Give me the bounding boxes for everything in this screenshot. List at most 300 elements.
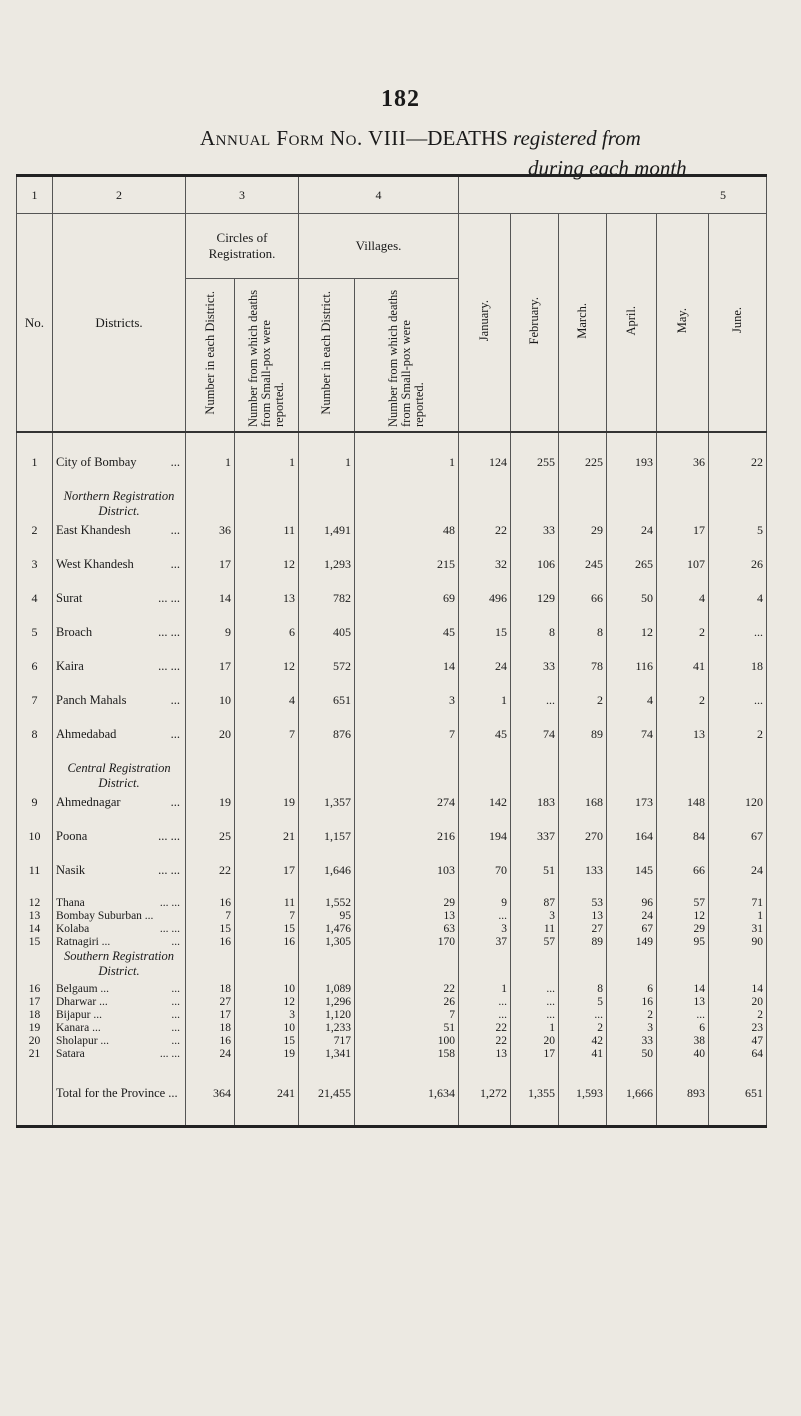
villages-smallpox-cell: 45: [355, 625, 459, 659]
circles-smallpox-cell: 16: [235, 936, 299, 949]
empty-cell: [559, 761, 607, 795]
deaths-march-cell: 53: [559, 897, 607, 910]
deaths-march-cell: ...: [559, 1009, 607, 1022]
circles-smallpox-cell: 17: [235, 863, 299, 897]
month-header-february: February.: [511, 214, 559, 433]
villages-number-cell: 21,455: [299, 1061, 355, 1127]
deaths-february-cell: 33: [511, 523, 559, 557]
circles-number-cell: 36: [186, 523, 235, 557]
leader-dots: ...: [170, 795, 180, 809]
deaths-may-cell: 29: [657, 923, 709, 936]
deaths-may-cell: 2: [657, 625, 709, 659]
district-name: East Khandesh: [56, 523, 131, 537]
deaths-april-cell: 12: [607, 625, 657, 659]
deaths-march-cell: 89: [559, 727, 607, 761]
row-number: 3: [17, 557, 53, 591]
row-number: 11: [17, 863, 53, 897]
deaths-june-cell: 22: [709, 432, 767, 489]
district-name-cell: [53, 557, 186, 591]
section-row: [17, 761, 767, 795]
district-name-wrap: [56, 983, 182, 996]
villages-smallpox-cell: 170: [355, 936, 459, 949]
deaths-april-cell: 193: [607, 432, 657, 489]
deaths-february-cell: 8: [511, 625, 559, 659]
deaths-june-cell: 47: [709, 1035, 767, 1048]
district-name-cell: [53, 983, 186, 996]
district-name-cell: [53, 1061, 186, 1127]
district-name-wrap: [56, 1085, 182, 1101]
empty-cell: [709, 761, 767, 795]
deaths-january-cell: 22: [459, 523, 511, 557]
row-number: 15: [17, 936, 53, 949]
deaths-january-cell: 142: [459, 795, 511, 829]
deaths-february-cell: 255: [511, 432, 559, 489]
district-name-cell: [53, 659, 186, 693]
deaths-january-cell: 22: [459, 1035, 511, 1048]
villages-number-cell: 1: [299, 432, 355, 489]
villages-number-cell: 1,476: [299, 923, 355, 936]
deaths-april-cell: 1,666: [607, 1061, 657, 1127]
deaths-june-cell: 31: [709, 923, 767, 936]
page-number: 182: [381, 86, 420, 112]
row-number: 16: [17, 983, 53, 996]
deaths-may-cell: 84: [657, 829, 709, 863]
circles-smallpox-cell: 10: [235, 1022, 299, 1035]
villages-number-cell: 651: [299, 693, 355, 727]
deaths-february-cell: ...: [511, 983, 559, 996]
empty-cell: [186, 949, 235, 983]
district-name: Nasik: [56, 863, 86, 877]
deaths-april-cell: 33: [607, 1035, 657, 1048]
deaths-june-cell: 67: [709, 829, 767, 863]
deaths-june-cell: 20: [709, 996, 767, 1009]
table-row: [17, 591, 767, 625]
deaths-march-cell: 13: [559, 910, 607, 923]
villages-header: Villages.: [299, 214, 459, 279]
circles-number-cell: 9: [186, 625, 235, 659]
row-number: 17: [17, 996, 53, 1009]
district-name-wrap: [56, 1048, 182, 1061]
section-no-cell: [17, 949, 53, 983]
deaths-april-cell: 173: [607, 795, 657, 829]
district-name: Panch Mahals: [56, 693, 127, 707]
empty-cell: [511, 949, 559, 983]
deaths-june-cell: 23: [709, 1022, 767, 1035]
leader-dots: ...: [170, 523, 180, 537]
empty-cell: [511, 489, 559, 523]
villages-smallpox-cell: 215: [355, 557, 459, 591]
deaths-march-cell: 2: [559, 1022, 607, 1035]
district-name: Surat: [56, 591, 83, 605]
row-number: 8: [17, 727, 53, 761]
form-title: [200, 126, 641, 151]
circles-number-cell: 17: [186, 1009, 235, 1022]
deaths-january-cell: 13: [459, 1048, 511, 1061]
circles-number-cell: 7: [186, 910, 235, 923]
deaths-march-cell: 225: [559, 432, 607, 489]
row-number: 20: [17, 1035, 53, 1048]
deaths-june-cell: ...: [709, 693, 767, 727]
district-name: Broach: [56, 625, 93, 639]
deaths-june-cell: 64: [709, 1048, 767, 1061]
leader-dots: ...: [170, 693, 180, 707]
district-name: Kaira: [56, 659, 84, 673]
deaths-february-cell: 1,355: [511, 1061, 559, 1127]
empty-cell: [657, 949, 709, 983]
row-number: 4: [17, 591, 53, 625]
empty-cell: [235, 761, 299, 795]
deaths-may-cell: 13: [657, 996, 709, 1009]
column-number: 1: [17, 176, 53, 214]
district-name-cell: [53, 897, 186, 910]
district-name-cell: [53, 1048, 186, 1061]
district-name-cell: [53, 693, 186, 727]
deaths-april-cell: 50: [607, 1048, 657, 1061]
deaths-march-cell: 8: [559, 625, 607, 659]
deaths-march-cell: 168: [559, 795, 607, 829]
district-name-cell: [53, 1035, 186, 1048]
villages-smallpox-cell: 100: [355, 1035, 459, 1048]
deaths-february-cell: 129: [511, 591, 559, 625]
circles-number-cell: 18: [186, 983, 235, 996]
district-name: Thana: [56, 897, 85, 909]
circles-smallpox-cell: 19: [235, 1048, 299, 1061]
empty-cell: [299, 949, 355, 983]
district-name-cell: [53, 923, 186, 936]
villages-smallpox-cell: 51: [355, 1022, 459, 1035]
section-label: Southern Registration District.: [53, 949, 186, 983]
deaths-march-cell: 66: [559, 591, 607, 625]
district-name-cell: [53, 910, 186, 923]
district-name-wrap: [56, 591, 182, 606]
deaths-april-cell: 74: [607, 727, 657, 761]
district-name-wrap: [56, 455, 182, 470]
deaths-february-cell: 51: [511, 863, 559, 897]
empty-cell: [459, 489, 511, 523]
row-number: [17, 1061, 53, 1127]
empty-cell: [355, 761, 459, 795]
empty-cell: [355, 489, 459, 523]
deaths-march-cell: 2: [559, 693, 607, 727]
deaths-april-cell: 265: [607, 557, 657, 591]
section-label: Central Registration District.: [53, 761, 186, 795]
deaths-january-cell: 32: [459, 557, 511, 591]
deaths-june-cell: 26: [709, 557, 767, 591]
villages-number-cell: 1,646: [299, 863, 355, 897]
district-name-wrap: [56, 727, 182, 742]
empty-cell: [186, 761, 235, 795]
table-row: [17, 659, 767, 693]
deaths-january-cell: 194: [459, 829, 511, 863]
deaths-february-cell: 87: [511, 897, 559, 910]
deaths-june-cell: 2: [709, 1009, 767, 1022]
deaths-may-cell: 40: [657, 1048, 709, 1061]
table-row: [17, 1035, 767, 1048]
circles-number-cell: 27: [186, 996, 235, 1009]
circles-smallpox-cell: 11: [235, 897, 299, 910]
deaths-june-cell: 14: [709, 983, 767, 996]
empty-cell: [709, 489, 767, 523]
deaths-february-cell: 33: [511, 659, 559, 693]
district-name-cell: [53, 625, 186, 659]
row-number: 19: [17, 1022, 53, 1035]
deaths-may-cell: 17: [657, 523, 709, 557]
district-name: Poona: [56, 829, 88, 843]
villages-number-cell: 1,552: [299, 897, 355, 910]
deaths-january-cell: 1: [459, 693, 511, 727]
row-number: 1: [17, 432, 53, 489]
deaths-may-cell: 4: [657, 591, 709, 625]
villages-smallpox-cell: 22: [355, 983, 459, 996]
villages-number-cell: 1,357: [299, 795, 355, 829]
table-row: [17, 693, 767, 727]
district-name-wrap: [56, 863, 182, 878]
empty-cell: [559, 949, 607, 983]
leader-dots: ...: [171, 996, 180, 1008]
deaths-april-cell: 67: [607, 923, 657, 936]
deaths-june-cell: 24: [709, 863, 767, 897]
table-row: [17, 996, 767, 1009]
deaths-may-cell: 148: [657, 795, 709, 829]
deaths-may-cell: 57: [657, 897, 709, 910]
circles-number-cell: 25: [186, 829, 235, 863]
district-name: Belgaum ...: [56, 983, 110, 995]
table-row: [17, 923, 767, 936]
circles-smallpox-cell: 241: [235, 1061, 299, 1127]
empty-cell: [299, 761, 355, 795]
row-number: 18: [17, 1009, 53, 1022]
district-name-wrap: [56, 829, 182, 844]
circles-number-cell: 16: [186, 936, 235, 949]
table-row: [17, 910, 767, 923]
villages-smallpox-cell: 103: [355, 863, 459, 897]
villages-smallpox-cell: 216: [355, 829, 459, 863]
deaths-may-cell: ...: [657, 1009, 709, 1022]
deaths-february-cell: 1: [511, 1022, 559, 1035]
circles-number-cell: 16: [186, 1035, 235, 1048]
deaths-march-cell: 8: [559, 983, 607, 996]
circles-number-cell: 20: [186, 727, 235, 761]
leader-dots: ... ...: [158, 625, 180, 639]
table-row: [17, 863, 767, 897]
total-row: [17, 1061, 767, 1127]
deaths-january-cell: 124: [459, 432, 511, 489]
deaths-april-cell: 116: [607, 659, 657, 693]
column-number-row: [17, 176, 767, 214]
row-number: 6: [17, 659, 53, 693]
district-name: Bijapur ...: [56, 1009, 102, 1021]
deaths-january-cell: ...: [459, 910, 511, 923]
deaths-april-cell: 50: [607, 591, 657, 625]
district-name-cell: [53, 1022, 186, 1035]
deaths-march-cell: 41: [559, 1048, 607, 1061]
row-number: 10: [17, 829, 53, 863]
leader-dots: ... ...: [158, 591, 180, 605]
deaths-june-cell: 5: [709, 523, 767, 557]
table-row: [17, 523, 767, 557]
deaths-may-cell: 893: [657, 1061, 709, 1127]
deaths-april-cell: 164: [607, 829, 657, 863]
district-name-wrap: [56, 693, 182, 708]
deaths-april-cell: 16: [607, 996, 657, 1009]
villages-number-header: Number in each District.: [299, 279, 355, 433]
deaths-january-cell: 24: [459, 659, 511, 693]
month-header-april: April.: [607, 214, 657, 433]
leader-dots: ...: [170, 557, 180, 571]
deaths-february-cell: 3: [511, 910, 559, 923]
deaths-april-cell: 24: [607, 523, 657, 557]
column-number: 3: [186, 176, 299, 214]
empty-cell: [657, 489, 709, 523]
section-row: [17, 489, 767, 523]
empty-cell: [459, 949, 511, 983]
section-no-cell: [17, 489, 53, 523]
villages-number-cell: 572: [299, 659, 355, 693]
district-name-cell: [53, 829, 186, 863]
empty-cell: [607, 761, 657, 795]
deaths-june-cell: 120: [709, 795, 767, 829]
deaths-february-cell: ...: [511, 996, 559, 1009]
deaths-june-cell: 71: [709, 897, 767, 910]
table-row: [17, 795, 767, 829]
circles-number-cell: 24: [186, 1048, 235, 1061]
circles-smallpox-cell: 4: [235, 693, 299, 727]
no-header: No.: [17, 214, 53, 433]
villages-smallpox-cell: 7: [355, 727, 459, 761]
district-name-wrap: [56, 523, 182, 538]
district-name-cell: [53, 523, 186, 557]
deaths-june-cell: 4: [709, 591, 767, 625]
district-name-wrap: [56, 996, 182, 1009]
table-body: [17, 432, 767, 1127]
month-header-may: May.: [657, 214, 709, 433]
row-number: 5: [17, 625, 53, 659]
circles-number-cell: 17: [186, 659, 235, 693]
circles-number-cell: 16: [186, 897, 235, 910]
empty-cell: [657, 761, 709, 795]
circles-smallpox-cell: 19: [235, 795, 299, 829]
villages-number-cell: 1,491: [299, 523, 355, 557]
deaths-may-cell: 107: [657, 557, 709, 591]
villages-number-cell: 95: [299, 910, 355, 923]
circles-smallpox-header: Number from which deaths from Small-pox were reported.: [235, 279, 299, 433]
row-number: 21: [17, 1048, 53, 1061]
deaths-april-cell: 3: [607, 1022, 657, 1035]
villages-number-cell: 1,341: [299, 1048, 355, 1061]
deaths-february-cell: 337: [511, 829, 559, 863]
table-row: [17, 727, 767, 761]
deaths-april-cell: 96: [607, 897, 657, 910]
deaths-may-cell: 41: [657, 659, 709, 693]
section-label: Northern Registration District.: [53, 489, 186, 523]
form-name: Annual Form No. VIII: [200, 126, 407, 150]
circles-number-cell: 14: [186, 591, 235, 625]
district-name-wrap: [56, 625, 182, 640]
deaths-january-cell: 3: [459, 923, 511, 936]
leader-dots: ...: [170, 727, 180, 741]
deaths-march-cell: 5: [559, 996, 607, 1009]
circles-smallpox-cell: 12: [235, 557, 299, 591]
table-row: [17, 625, 767, 659]
deaths-may-cell: 38: [657, 1035, 709, 1048]
empty-cell: [235, 489, 299, 523]
table-row: [17, 557, 767, 591]
circles-number-cell: 22: [186, 863, 235, 897]
column-number: 2: [53, 176, 186, 214]
circles-number-cell: 19: [186, 795, 235, 829]
district-name-wrap: [56, 897, 182, 910]
title-registered: registered from: [507, 126, 641, 150]
title-dash: —: [406, 126, 428, 150]
leader-dots: ... ...: [159, 1048, 180, 1060]
district-name-cell: [53, 863, 186, 897]
villages-smallpox-cell: 7: [355, 1009, 459, 1022]
circles-number-cell: 10: [186, 693, 235, 727]
empty-cell: [511, 761, 559, 795]
district-name: Kolaba: [56, 923, 90, 935]
deaths-april-cell: 4: [607, 693, 657, 727]
district-name-cell: [53, 1009, 186, 1022]
deaths-april-cell: 24: [607, 910, 657, 923]
empty-cell: [607, 949, 657, 983]
deaths-april-cell: 2: [607, 1009, 657, 1022]
section-row: [17, 949, 767, 983]
circles-number-cell: 15: [186, 923, 235, 936]
deaths-january-cell: 1,272: [459, 1061, 511, 1127]
circles-number-cell: 18: [186, 1022, 235, 1035]
deaths-june-cell: 90: [709, 936, 767, 949]
circles-smallpox-cell: 21: [235, 829, 299, 863]
deaths-february-cell: 106: [511, 557, 559, 591]
district-name-cell: [53, 795, 186, 829]
empty-cell: [709, 949, 767, 983]
district-name-wrap: [56, 1035, 182, 1048]
villages-smallpox-cell: 63: [355, 923, 459, 936]
villages-smallpox-cell: 13: [355, 910, 459, 923]
empty-cell: [299, 489, 355, 523]
villages-smallpox-cell: 1,634: [355, 1061, 459, 1127]
deaths-january-cell: ...: [459, 996, 511, 1009]
column-number: 4: [299, 176, 459, 214]
deaths-january-cell: 22: [459, 1022, 511, 1035]
district-name: Satara: [56, 1048, 85, 1060]
circles-smallpox-cell: 13: [235, 591, 299, 625]
circles-smallpox-cell: 12: [235, 659, 299, 693]
villages-number-cell: 1,089: [299, 983, 355, 996]
deaths-table: [16, 174, 767, 1128]
district-name-wrap: [56, 910, 182, 923]
district-name: Ahmednagar: [56, 795, 121, 809]
circles-number-header: Number in each District.: [186, 279, 235, 433]
district-name-cell: [53, 432, 186, 489]
villages-smallpox-cell: 274: [355, 795, 459, 829]
district-name-wrap: [56, 1022, 182, 1035]
deaths-march-cell: 270: [559, 829, 607, 863]
deaths-march-cell: 133: [559, 863, 607, 897]
empty-cell: [355, 949, 459, 983]
villages-smallpox-cell: 26: [355, 996, 459, 1009]
villages-smallpox-cell: 158: [355, 1048, 459, 1061]
deaths-february-cell: 74: [511, 727, 559, 761]
month-header-march: March.: [559, 214, 607, 433]
circles-number-cell: 1: [186, 432, 235, 489]
deaths-february-cell: 17: [511, 1048, 559, 1061]
leader-dots: ... ...: [158, 863, 180, 877]
deaths-january-cell: ...: [459, 1009, 511, 1022]
circles-header: Circles of Registration.: [186, 214, 299, 279]
row-number: 9: [17, 795, 53, 829]
leader-dots: ... ...: [159, 923, 180, 935]
